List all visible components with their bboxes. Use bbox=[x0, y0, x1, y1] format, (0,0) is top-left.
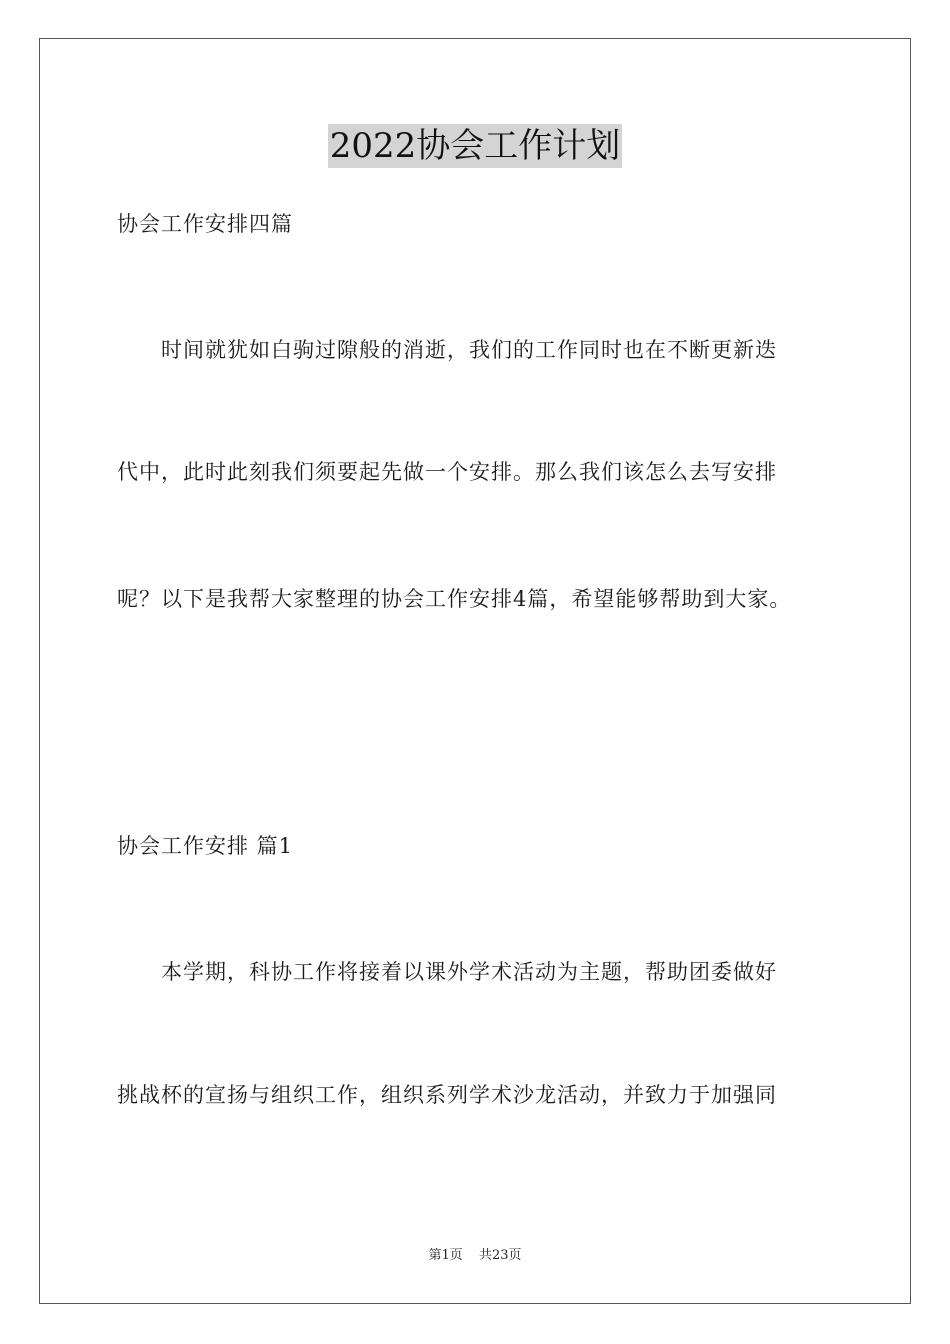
document-subtitle: 协会工作安排四篇 bbox=[117, 212, 293, 236]
page-footer bbox=[0, 1247, 950, 1265]
intro-line-1: 时间就犹如白驹过隙般的消逝，我们的工作同时也在不断更新迭 bbox=[117, 338, 777, 362]
page-number: 第1页 bbox=[428, 1248, 463, 1263]
title-container bbox=[0, 124, 950, 168]
intro-line-2: 代中，此时此刻我们须要起先做一个安排。那么我们该怎么去写安排 bbox=[117, 460, 777, 484]
document-title: 2022协会工作计划 bbox=[329, 126, 621, 166]
section-line-1: 本学期，科协工作将接着以课外学术活动为主题，帮助团委做好 bbox=[117, 960, 777, 984]
section-line-2: 挑战杯的宣扬与组织工作，组织系列学术沙龙活动，并致力于加强同 bbox=[117, 1083, 777, 1107]
page-total: 共23页 bbox=[478, 1248, 522, 1263]
section-heading: 协会工作安排 篇1 bbox=[117, 834, 294, 858]
intro-line-3: 呢？以下是我帮大家整理的协会工作安排4篇，希望能够帮助到大家。 bbox=[117, 587, 792, 611]
